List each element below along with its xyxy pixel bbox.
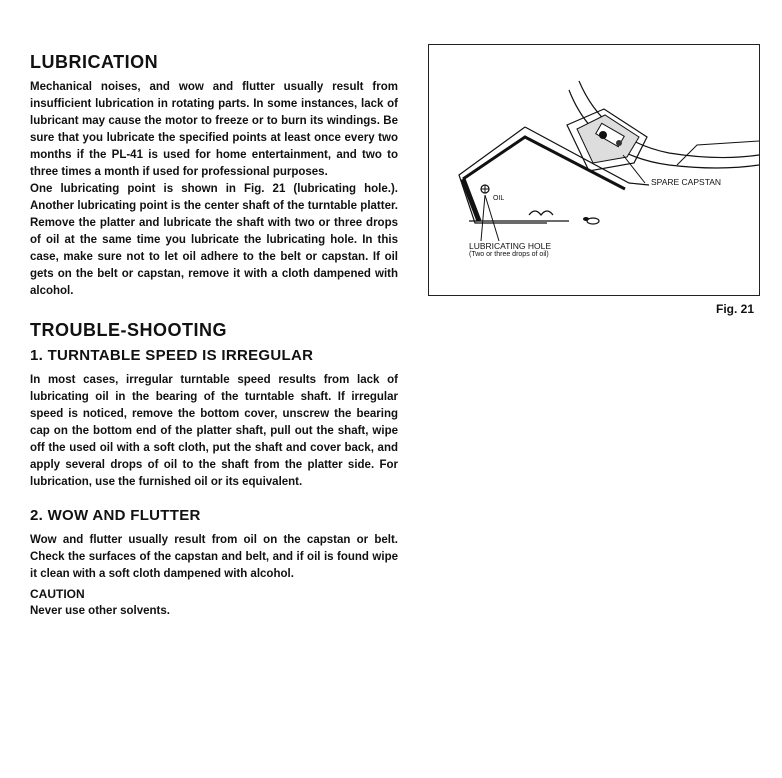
text-column (30, 52, 398, 620)
lubrication-heading: LUBRICATION (30, 52, 159, 72)
lubrication-paragraph-2: One lubricating point is shown in Fig. 21 (lubricating hole.). Another lubricating point is the center shaft of the turntable platter. Remove the platter and lubricate the shaft with two or three drops of oil at the same time you lubricate the lubricating hole. In this case, make sure not to let oil adhere to the belt or capstan. If oil gets on the belt or capstan, remove it with a cloth dampened with alcohol. (30, 183, 398, 297)
section-1-heading: 1. TURNTABLE SPEED IS IRREGULAR (30, 347, 314, 364)
figure-21-illustration (428, 44, 760, 296)
lubrication-paragraph-1: Mechanical noises, and wow and flutter usually result from insufficient lubrication in rotating parts. In some instances, lack of lubricant may cause the motor to freeze or to burn its windings. Be sure that you lubricate the specified points at least once every two months if the PL-41 is used for home entertainment, and two to three times a month if used for professional purposes. (30, 81, 398, 178)
oil-label: OIL (493, 195, 505, 202)
lubricating-hole-label: LUBRICATING HOLE (469, 241, 552, 251)
figure-caption: Fig. 21 (716, 302, 755, 316)
lubricating-hole-note: (Two or three drops of oil) (469, 251, 549, 258)
section-2-heading: 2. WOW AND FLUTTER (30, 507, 201, 524)
caution-label: CAUTION (30, 587, 85, 601)
spare-capstan-label: SPARE CAPSTAN (651, 177, 722, 187)
caution-text: Never use other solvents. (30, 605, 170, 617)
section-1-text: In most cases, irregular turntable speed results from lack of lubricating oil in the bearing of the turntable shaft. If irregular speed is noticed, remove the bottom cover, unscrew the bearing cap on the bottom end of the platter shaft, pull out the shaft, wipe off the used oil with a soft cloth, put the shaft and cover back, and apply several drops of oil to the shaft from the platter side. For lubrication, use the furnished oil or its equivalent. (30, 374, 398, 488)
section-2-text: Wow and flutter usually result from oil on the capstan or belt. Check the surfaces of the capstan and belt, and if oil is found wipe it clean with a soft cloth dampened with alcohol. (30, 534, 398, 580)
troubleshooting-heading: TROUBLE-SHOOTING (30, 320, 227, 340)
